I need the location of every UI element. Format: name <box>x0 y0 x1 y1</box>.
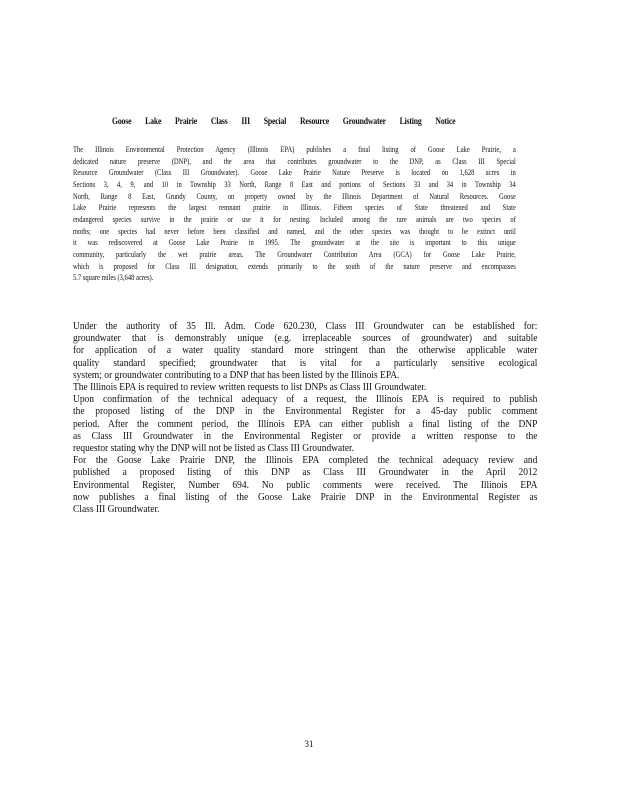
intro-line: which is proposed for Class III designation, extends primarily to the south of the nature preserve and encompasses <box>73 261 516 271</box>
body-line: Under the authority of 35 Ill. Adm. Code 620.230, Class III Groundwater can be established for: <box>73 320 538 332</box>
intro-line: dedicated nature preserve (DNP), and the area that contributes groundwater to the DNP, as Class III Special <box>73 156 516 166</box>
notice-title: Goose Lake Prairie Class III Special Resource Groundwater Listing Notice <box>112 116 456 126</box>
intro-line: Resource Groundwater (Class III Groundwater). Goose Lake Prairie Nature Preserve is located on 1,628 acres in <box>73 168 516 178</box>
intro-line: North, Range 8 East, Grundy County, on property owned by the Illinois Department of Natural Resources. Goose <box>73 191 516 201</box>
body-line: requestor stating why the DNP will not be listed as Class III Groundwater. <box>73 442 355 455</box>
body-line: published a proposed listing of this DNP as Class III Groundwater in the April 2012 <box>73 466 538 479</box>
page-number: 31 <box>304 739 314 749</box>
intro-line: community, particularly the wet prairie areas. The Groundwater Contribution Area (GCA) for Goose Lake Prairie, <box>73 249 516 259</box>
intro-line: it was rediscovered at Goose Lake Prairie in 1995. The groundwater at the site is important to this unique <box>73 238 516 248</box>
intro-line: Lake Prairie represents the largest remnant prairie in Illinois. Fifteen species of State threatened and State <box>73 203 516 213</box>
body-line: The Illinois EPA is required to review written requests to list DNPs as Class III Groundwater. <box>73 381 427 394</box>
intro-line: The Illinois Environmental Protection Agency (Illinois EPA) publishes a final listing of Goose Lake Prairie, a <box>73 145 516 154</box>
body-line: quality standard specified; groundwater that is vital for a particularly sensitive ecological <box>73 356 538 369</box>
body-line: Environmental Register, Number 694. No public comments were received. The Illinois EPA <box>73 478 538 491</box>
body-line: Upon confirmation of the technical adequacy of a request, the Illinois EPA is required to publish <box>73 393 538 406</box>
body-line: Class III Groundwater. <box>73 503 160 516</box>
intro-line: 5.7 square miles (3,648 acres). <box>73 273 154 283</box>
body-line: period. After the comment period, the Illinois EPA can either publish a final listing of the DNP <box>73 417 538 430</box>
main-body-text <box>73 320 537 515</box>
body-line: as Class III Groundwater in the Environmental Register or provide a written response to the <box>73 429 538 442</box>
body-line: now publishes a final listing of the Goose Lake Prairie DNP in the Environmental Register as <box>73 490 538 503</box>
body-line: For the Goose Lake Prairie DNP, the Illinois EPA completed the technical adequacy review and <box>73 454 538 467</box>
body-line: for application of a water quality standard more stringent than the otherwise applicable water <box>73 344 538 357</box>
body-line: system; or groundwater contributing to a DNP that has been listed by the Illinois EPA. <box>73 368 400 381</box>
intro-line: endangered species survive in the prairie or use it for nesting. Included among the rare animals are two species of <box>73 214 516 224</box>
intro-paragraph <box>73 144 516 284</box>
body-line: groundwater that is demonstrably unique (e.g. irreplaceable sources of groundwater) and suitable <box>73 332 538 345</box>
intro-line: moths; one species had never before been classified and named, and the other species was thought to be extinct until <box>73 226 516 236</box>
body-line: the proposed listing of the DNP in the Environmental Register for a 45-day public comment <box>73 405 538 418</box>
intro-line: Sections 3, 4, 9, and 10 in Township 33 North, Range 8 East and portions of Sections 33 and 34 in Township 34 <box>73 179 516 189</box>
